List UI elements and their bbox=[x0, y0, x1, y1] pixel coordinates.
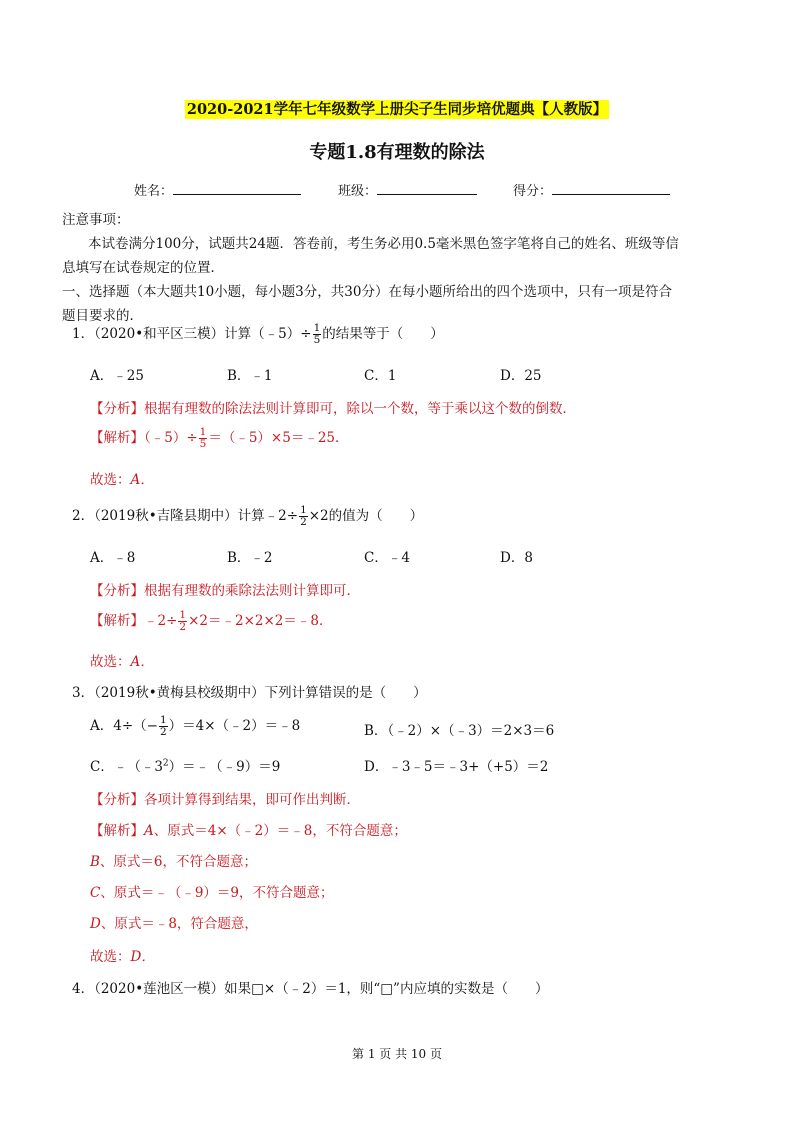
q1-option-a: A．﹣25 bbox=[90, 368, 144, 384]
class-field bbox=[338, 180, 477, 199]
q2-solution: 【解析】﹣2÷ $\frac{1}{2}$ ×2＝﹣2×2×2＝﹣8． bbox=[90, 609, 333, 633]
class-blank bbox=[377, 182, 477, 195]
q1-fraction: $\frac{1}{5}$ bbox=[313, 322, 321, 346]
score-field bbox=[513, 180, 670, 199]
q3-option-a-fraction: $\frac{1}{2}$ bbox=[159, 714, 167, 738]
q2-option-d: D．8 bbox=[500, 550, 533, 566]
page-footer: 第 1 页 共 10 页 bbox=[352, 1047, 442, 1061]
q3-solution-d: D、原式＝﹣8，符合题意， bbox=[90, 916, 258, 932]
section-heading-line-2: 题目要求的． bbox=[62, 308, 143, 324]
q3-option-a: A．4÷（− $\frac{1}{2}$ ）＝4×（﹣2）＝﹣8 bbox=[90, 714, 301, 738]
q4-stem: 4．（2020•莲池区一模）如果□×（﹣2）＝1，则“□”内应填的实数是（ ） bbox=[72, 981, 549, 997]
name-blank bbox=[173, 182, 301, 195]
q2-option-a: A．﹣8 bbox=[90, 550, 136, 566]
q2-analysis: 【分析】根据有理数的乘除法法则计算即可． bbox=[90, 583, 360, 599]
score-blank bbox=[552, 182, 670, 195]
q3-option-d: D．﹣3﹣5＝﹣3+（+5）＝2 bbox=[364, 759, 549, 775]
notice-line-1: 本试卷满分100分，试题共24题．答卷前，考生务必用0.5毫米黑色签字笔将自己的姓名、班级等信 bbox=[88, 236, 679, 252]
name-label: 姓名： bbox=[134, 184, 174, 199]
notice-heading: 注意事项： bbox=[62, 212, 130, 228]
score-label: 得分： bbox=[513, 184, 553, 199]
q1-option-c: C．1 bbox=[364, 368, 397, 384]
q2-option-b: B．﹣2 bbox=[227, 550, 273, 566]
q2-stem: 2．（2019秋•吉隆县期中）计算﹣2÷ $\frac{1}{2}$ ×2的值为（ ） bbox=[72, 504, 424, 528]
q3-option-b: B．（﹣2）×（﹣3）＝2×3＝6 bbox=[364, 723, 555, 739]
q3-answer: 故选：D． bbox=[90, 949, 155, 965]
notice-line-2: 息填写在试卷规定的位置． bbox=[62, 260, 224, 276]
class-label: 班级： bbox=[338, 184, 378, 199]
q1-analysis: 【分析】根据有理数的除法法则计算即可，除以一个数，等于乘以这个数的倒数． bbox=[90, 401, 576, 417]
q1-option-b: B．﹣1 bbox=[227, 368, 273, 384]
q3-option-c: C．$﹣(﹣3^2)=﹣(﹣9)=9$ bbox=[90, 758, 281, 775]
section-heading-line-1: 一、选择题（本大题共10小题，每小题3分，共30分）在每小题所给出的四个选项中，只有一项是符合 bbox=[62, 284, 672, 300]
q3-solution-c: C、原式＝﹣（﹣9）＝9，不符合题意； bbox=[90, 885, 334, 901]
q1-stem: 1．（2020•和平区三模）计算（﹣5）÷ $\frac{1}{5}$ 的结果等于（ ） bbox=[72, 322, 444, 346]
q3-solution-b: B、原式＝6，不符合题意； bbox=[90, 854, 258, 870]
q3-stem: 3．（2019秋•黄梅县校级期中）下列计算错误的是（ ） bbox=[72, 685, 427, 701]
q3-solution-a: 【解析】A、原式＝4×（﹣2）＝﹣8，不符合题意； bbox=[90, 823, 407, 839]
q3-analysis: 【分析】各项计算得到结果，即可作出判断． bbox=[90, 792, 360, 808]
q2-fraction: $\frac{1}{2}$ bbox=[300, 504, 307, 528]
q1-solution: 【解析】（﹣5）÷ $\frac{1}{5}$ ＝（﹣5）×5＝﹣25． bbox=[90, 426, 349, 450]
name-field bbox=[134, 180, 301, 199]
page-title: 专题1.8有理数的除法 bbox=[309, 142, 485, 163]
q2-solution-fraction: $\frac{1}{2}$ bbox=[179, 609, 187, 633]
q2-answer: 故选：A． bbox=[90, 654, 154, 670]
series-banner: 2020-2021学年七年级数学上册尖子生同步培优题典【人教版】 bbox=[186, 101, 608, 118]
q1-answer: 故选：A． bbox=[90, 472, 154, 488]
q1-solution-fraction: $\frac{1}{5}$ bbox=[199, 426, 207, 450]
q1-option-d: D．25 bbox=[500, 368, 542, 384]
q2-option-c: C．﹣4 bbox=[364, 550, 410, 566]
